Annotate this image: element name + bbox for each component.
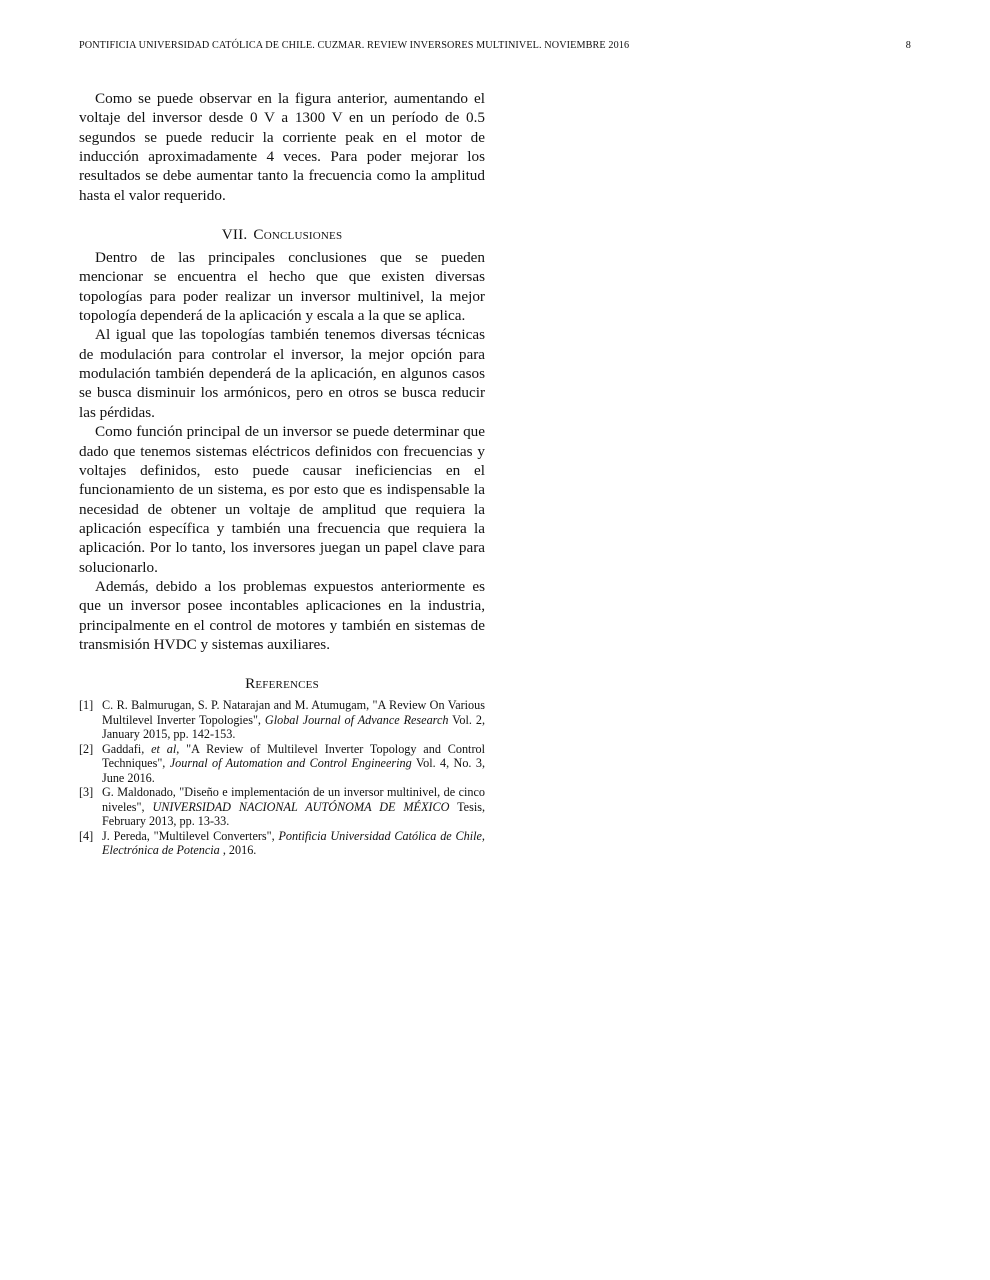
page-number: 8	[905, 40, 911, 51]
reference-label: [2]	[79, 741, 94, 756]
running-header	[79, 39, 911, 53]
reference-authors-title: J. Pereda, "Multilevel Converters",	[102, 828, 279, 843]
reference-authors-title: G. Maldonado, "Diseño e implementación de un inversor multinivel, de cinco niveles",	[102, 785, 485, 814]
reference-item-1	[79, 698, 485, 742]
reference-label: [1]	[79, 698, 94, 713]
reference-details: Tesis, February 2013, pp. 13-33.	[102, 799, 485, 829]
reference-venue: UNIVERSIDAD NACIONAL AUTÓNOMA DE MÉXICO	[152, 799, 450, 814]
reference-list	[79, 698, 485, 858]
reference-authors: Gaddafi,	[102, 741, 152, 756]
reference-title: , "A Review of Multilevel Inverter Topology and Control Techniques",	[102, 741, 485, 771]
references-heading: References	[245, 675, 319, 693]
reference-label: [4]	[79, 828, 94, 843]
reference-details: Vol. 2, January 2015, pp. 142-153.	[102, 712, 485, 742]
intro-paragraph: Como se puede observar en la figura anterior, aumentando el voltaje del inversor desde 0 V a 1300 V en un período de 0.5 segundos se puede reducir la corriente peak en el motor de inducción aproximadamente 4 veces. Para poder mejorar los resultados se debe aumentar tanto la frecuencia como la amplitud hasta el valor requerido.	[79, 90, 485, 204]
reference-details: Vol. 4, No. 3, June 2016.	[102, 756, 485, 785]
conclusion-paragraph-1: Dentro de las principales conclusiones que se pueden mencionar se encuentra el hecho que que existen diversas topologías para poder realizar un inversor multinivel, la mejor topología dependerá de la aplicación y escala a la que se aplica.	[79, 249, 485, 325]
reference-text	[102, 698, 485, 742]
section-heading-conclusiones	[79, 225, 485, 244]
reference-text	[102, 829, 485, 858]
reference-authors-title: C. R. Balmurugan, S. P. Natarajan and M. Atumugam, "A Review On Various Multilevel Inverter Topologies",	[102, 698, 485, 727]
conclusion-paragraph-3: Como función principal de un inversor se puede determinar que dado que tenemos sistemas eléctricos definidos con frecuencias y voltajes definidos, esto puede causar ineficiencias en el funcionamiento de un sistema, es por esto que es indispensable la necesidad de obtener un voltaje de amplitud que requiera la aplicación específica y también una frecuencia que requiera la aplicación. Por lo tanto, los inversores juegan un papel clave para solucionarlo.	[79, 423, 485, 576]
reference-item-2	[79, 742, 485, 786]
reference-details: , 2016.	[219, 843, 257, 858]
reference-venue: Global Journal of Advance Research	[264, 712, 449, 727]
left-column	[79, 89, 485, 858]
reference-venue: Pontificia Universidad Católica de Chile, Electrónica de Potencia	[102, 828, 485, 858]
conclusion-paragraph-4: Además, debido a los problemas expuestos anteriormente es que un inversor posee incontables aplicaciones en la industria, principalmente en el control de motores y también en sistemas de transmisión HVDC y sistemas auxiliares.	[79, 577, 485, 653]
reference-item-4	[79, 829, 485, 858]
reference-text	[102, 742, 485, 786]
reference-venue: Journal of Automation and Control Engineering	[169, 756, 412, 771]
reference-text	[102, 785, 485, 829]
section-title: Conclusiones	[253, 226, 343, 244]
reference-item-3	[79, 785, 485, 829]
reference-label: [3]	[79, 785, 94, 800]
reference-et-al: et al	[151, 741, 177, 756]
section-number: VII.	[221, 226, 248, 244]
running-title: PONTIFICIA UNIVERSIDAD CATÓLICA DE CHILE. CUZMAR. REVIEW INVERSORES MULTINIVEL. NOVIEMBRE 2016	[79, 40, 630, 51]
conclusion-paragraph-2: Al igual que las topologías también tenemos diversas técnicas de modulación para controlar el inversor, la mejor opción para modulación también dependerá de la aplicación, en algunos casos se busca disminuir los armónicos, pero en otros se busca reducir las pérdidas.	[79, 326, 485, 421]
